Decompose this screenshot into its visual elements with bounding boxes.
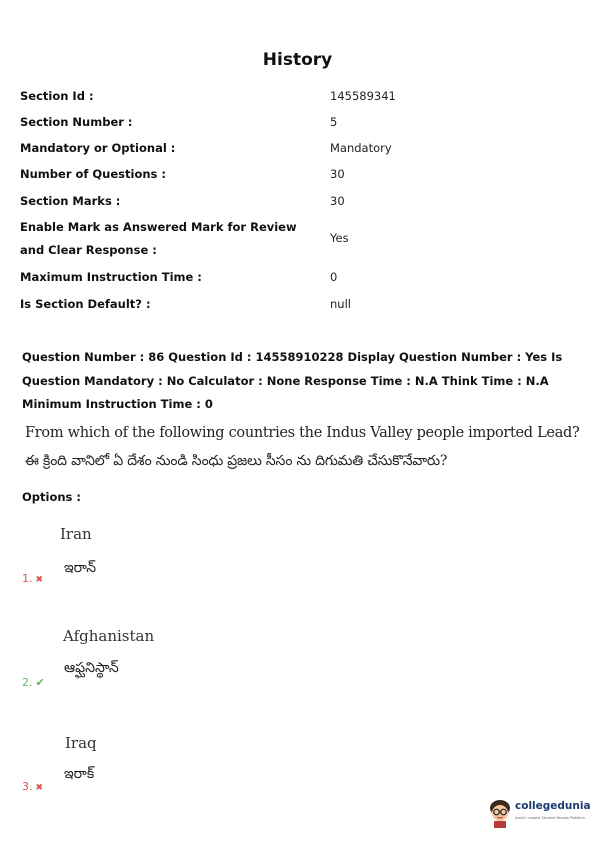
options-label: Options : — [22, 490, 81, 504]
option-3-text-english: Iraq — [65, 734, 97, 752]
question-text-english: From which of the following countries the Indus Valley people imported Lead? — [25, 425, 580, 441]
section-marks-label: Section Marks : — [20, 194, 121, 208]
section-id-value: 145589341 — [330, 89, 396, 103]
option-2-number-label: 2. — [22, 676, 33, 689]
mascot-icon — [487, 798, 513, 828]
logo-name: collegedunia — [515, 800, 591, 812]
max-instruction-time-label: Maximum Instruction Time : — [20, 270, 202, 284]
option-1-number — [22, 572, 43, 585]
option-3-number — [22, 780, 43, 793]
section-number-label: Section Number : — [20, 115, 133, 129]
enable-mark-label: Enable Mark as Answered Mark for Review and Clear Response : — [20, 220, 297, 257]
check-mark-icon: ✔ — [35, 676, 45, 689]
option-3-number-label: 3. — [22, 780, 33, 793]
enable-mark-value: Yes — [330, 231, 349, 245]
max-instruction-time-value: 0 — [330, 270, 338, 284]
option-3-text-telugu: ఇరాక్ — [64, 766, 95, 782]
option-1-text-telugu: ఇరాన్ — [64, 560, 97, 576]
option-2-text-telugu: ఆఫ్ఘనిస్థాన్ — [64, 660, 119, 676]
collegedunia-logo — [487, 798, 591, 832]
mandatory-value: Mandatory — [330, 141, 392, 155]
section-default-label: Is Section Default? : — [20, 297, 151, 311]
option-1-number-label: 1. — [22, 572, 33, 585]
option-2-number — [22, 676, 45, 689]
number-of-questions-value: 30 — [330, 167, 345, 181]
question-meta: Question Number : 86 Question Id : 14558910228 Display Question Number : Yes Is Question Mandatory : No Calculator : None Response Time : N.A Think Time : N.A Minimum Instruction Time : 0 — [22, 350, 563, 411]
section-default-value: null — [330, 297, 351, 311]
section-title: History — [262, 50, 333, 70]
option-1-text-english: Iran — [60, 525, 92, 543]
section-number-value: 5 — [330, 115, 338, 129]
mandatory-label: Mandatory or Optional : — [20, 141, 176, 155]
wrong-mark-icon: ✖ — [35, 783, 44, 793]
wrong-mark-icon: ✖ — [35, 575, 44, 585]
logo-tagline: India's Largest Student Review Platform — [515, 816, 585, 820]
section-marks-value: 30 — [330, 194, 345, 208]
section-id-label: Section Id : — [20, 89, 94, 103]
number-of-questions-label: Number of Questions : — [20, 167, 166, 181]
question-text-telugu: ఈ క్రింది వానిలో ఏ దేశం నుండి సింధు ప్రజలు సీసం ను దిగుమతి చేసుకొనేవారు? — [25, 453, 448, 469]
option-2-text-english: Afghanistan — [63, 627, 155, 645]
